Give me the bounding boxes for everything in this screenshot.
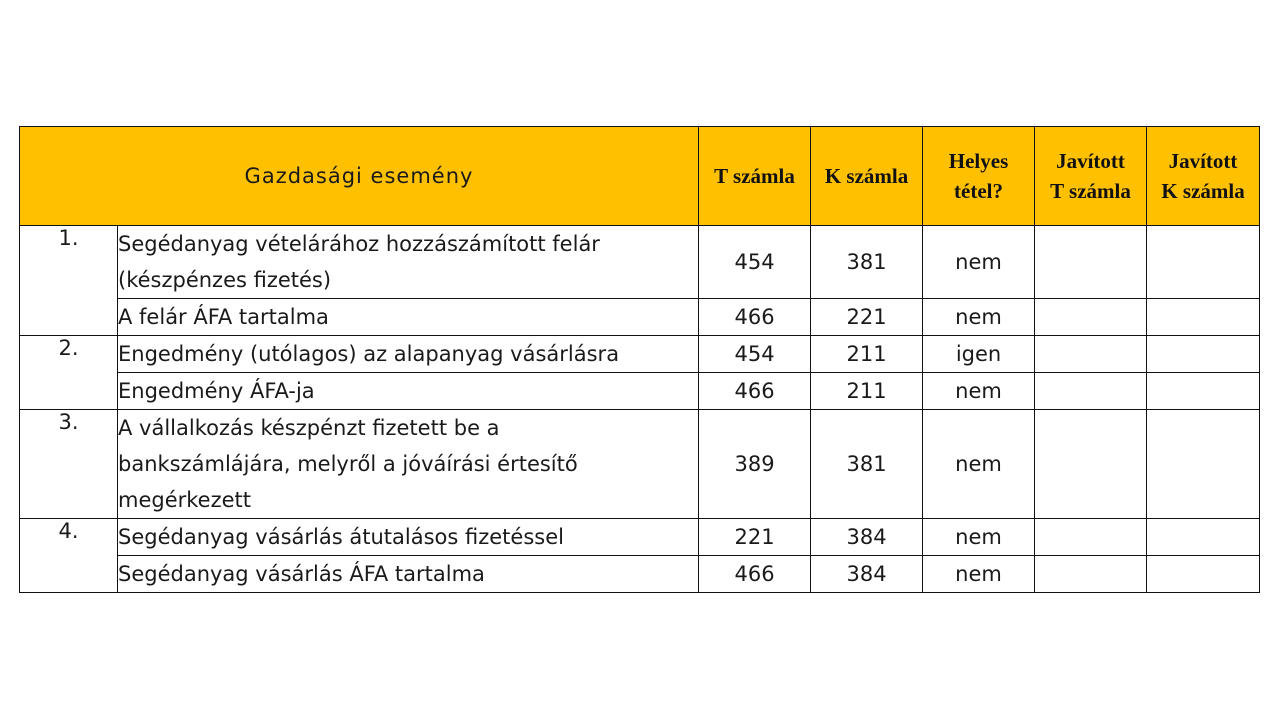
- k-account-cell: 381: [811, 226, 923, 299]
- header-correct: [923, 127, 1035, 226]
- k-account-cell: 211: [811, 336, 923, 373]
- t-account-cell: 454: [699, 336, 811, 373]
- header-corrected-k-line2: K számla: [1161, 179, 1245, 203]
- header-corrected-k: [1147, 127, 1260, 226]
- event-description: [118, 519, 699, 556]
- header-t-account: T számla: [699, 127, 811, 226]
- ledger-table: [19, 126, 1260, 593]
- header-corrected-t-line2: T számla: [1050, 179, 1131, 203]
- corrected-t-cell[interactable]: [1035, 336, 1147, 373]
- t-account-cell: 466: [699, 556, 811, 593]
- desc-line: Engedmény ÁFA-ja: [118, 379, 315, 403]
- event-number: 4.: [20, 519, 118, 593]
- header-correct-line1: Helyes: [948, 149, 1009, 173]
- k-account-cell: 381: [811, 410, 923, 519]
- header-event: Gazdasági esemény: [20, 127, 699, 226]
- corrected-k-cell[interactable]: [1147, 336, 1260, 373]
- event-number: 3.: [20, 410, 118, 519]
- table-row: [20, 299, 1260, 336]
- k-account-cell: 384: [811, 519, 923, 556]
- header-k-account: K számla: [811, 127, 923, 226]
- desc-line: Segédanyag vételárához hozzászámított felár: [118, 232, 600, 256]
- corrected-t-cell[interactable]: [1035, 373, 1147, 410]
- corrected-k-cell[interactable]: [1147, 299, 1260, 336]
- header-correct-line2: tétel?: [954, 179, 1003, 203]
- desc-line: (készpénzes fizetés): [118, 268, 332, 292]
- desc-line: Engedmény (utólagos) az alapanyag vásárlásra: [118, 342, 620, 366]
- table-row: [20, 373, 1260, 410]
- k-account-cell: 221: [811, 299, 923, 336]
- event-number: 2.: [20, 336, 118, 410]
- event-description: [118, 336, 699, 373]
- correct-cell: nem: [923, 373, 1035, 410]
- t-account-cell: 454: [699, 226, 811, 299]
- correct-cell: nem: [923, 519, 1035, 556]
- desc-line: Segédanyag vásárlás ÁFA tartalma: [118, 562, 485, 586]
- event-description: [118, 556, 699, 593]
- corrected-k-cell[interactable]: [1147, 226, 1260, 299]
- corrected-k-cell[interactable]: [1147, 519, 1260, 556]
- table-row: [20, 226, 1260, 299]
- header-corrected-k-line1: Javított: [1168, 149, 1238, 173]
- corrected-t-cell[interactable]: [1035, 519, 1147, 556]
- header-corrected-t: [1035, 127, 1147, 226]
- desc-line: A felár ÁFA tartalma: [118, 305, 329, 329]
- desc-line: bankszámlájára, melyről a jóváírási értesítő: [118, 452, 578, 476]
- desc-line: Segédanyag vásárlás átutalásos fizetéssel: [118, 525, 564, 549]
- correct-cell: nem: [923, 556, 1035, 593]
- table-row: [20, 336, 1260, 373]
- corrected-k-cell[interactable]: [1147, 373, 1260, 410]
- desc-line: megérkezett: [118, 488, 252, 512]
- k-account-cell: 211: [811, 373, 923, 410]
- corrected-t-cell[interactable]: [1035, 556, 1147, 593]
- k-account-cell: 384: [811, 556, 923, 593]
- header-corrected-t-line1: Javított: [1056, 149, 1125, 173]
- correct-cell: nem: [923, 226, 1035, 299]
- corrected-k-cell[interactable]: [1147, 410, 1260, 519]
- table-row: [20, 410, 1260, 519]
- event-description: [118, 226, 699, 299]
- table-row: [20, 519, 1260, 556]
- t-account-cell: 389: [699, 410, 811, 519]
- corrected-t-cell[interactable]: [1035, 410, 1147, 519]
- t-account-cell: 466: [699, 373, 811, 410]
- table-row: [20, 556, 1260, 593]
- correct-cell: nem: [923, 299, 1035, 336]
- event-description: [118, 410, 699, 519]
- corrected-t-cell[interactable]: [1035, 226, 1147, 299]
- t-account-cell: 221: [699, 519, 811, 556]
- event-number: 1.: [20, 226, 118, 336]
- t-account-cell: 466: [699, 299, 811, 336]
- correct-cell: igen: [923, 336, 1035, 373]
- correct-cell: nem: [923, 410, 1035, 519]
- desc-line: A vállalkozás készpénzt fizetett be a: [118, 416, 500, 440]
- event-description: [118, 299, 699, 336]
- corrected-k-cell[interactable]: [1147, 556, 1260, 593]
- corrected-t-cell[interactable]: [1035, 299, 1147, 336]
- header-row: [20, 127, 1260, 226]
- event-description: [118, 373, 699, 410]
